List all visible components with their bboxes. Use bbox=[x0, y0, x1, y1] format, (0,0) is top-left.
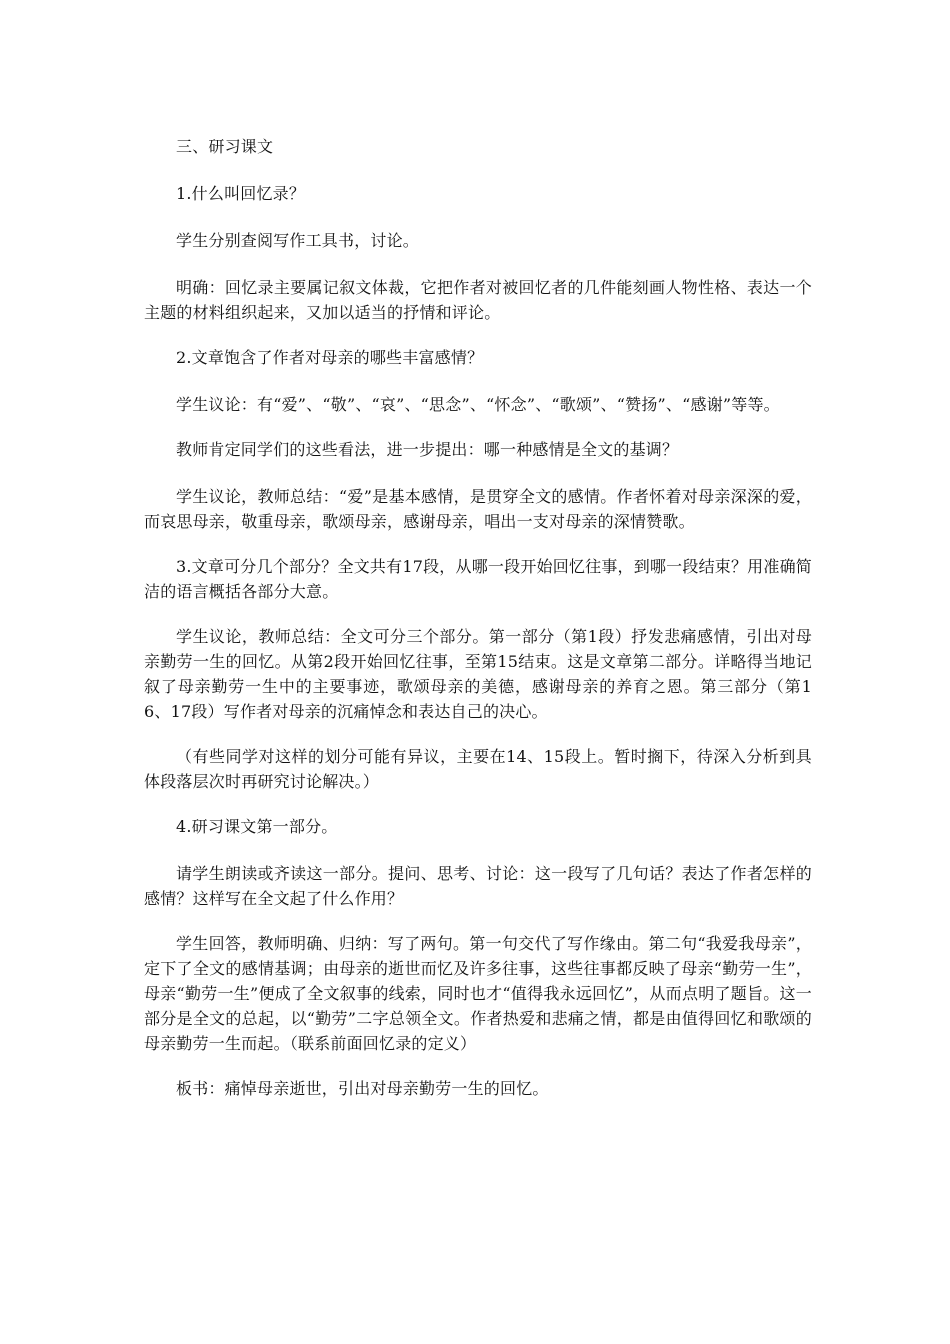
question-2: 2.文章饱含了作者对母亲的哪些丰富感情？ bbox=[176, 348, 484, 367]
section-heading: 三、研习课文 bbox=[176, 137, 274, 156]
paragraph: 学生议论，教师总结：全文可分三个部分。第一部分（第1段）抒发悲痛感情，引出对母亲勤劳一生的回忆。从第2段开始回忆往事，至第15结束。这是文章第二部分。详略得当地记叙了母亲勤劳一生中的主要事迹，歌颂母亲的美德，感谢母亲的养育之恩。第三部分（第16、17段）写作者对母亲的沉痛悼念和表达自己的决心。 bbox=[144, 627, 812, 721]
board-note: 板书：痛悼母亲逝世，引出对母亲勤劳一生的回忆。 bbox=[176, 1079, 549, 1098]
question-1: 1.什么叫回忆录？ bbox=[176, 184, 306, 203]
paragraph: 明确：回忆录主要属记叙文体裁，它把作者对被回忆者的几件能刻画人物性格、表达一个主题的材料组织起来，又加以适当的抒情和评论。 bbox=[144, 278, 812, 322]
paragraph: （有些同学对这样的划分可能有异议，主要在14、15段上。暂时搁下，待深入分析到具体段落层次时再研究讨论解决。） bbox=[144, 747, 812, 791]
question-4: 4.研习课文第一部分。 bbox=[176, 817, 338, 836]
paragraph: 学生议论，教师总结：“爱”是基本感情，是贯穿全文的感情。作者怀着对母亲深深的爱，而哀思母亲，敬重母亲，歌颂母亲，感谢母亲，唱出一支对母亲的深情赞歌。 bbox=[144, 487, 812, 531]
paragraph: 学生回答，教师明确、归纳：写了两句。第一句交代了写作缘由。第二句“我爱我母亲”，定下了全文的感情基调；由母亲的逝世而忆及许多往事，这些往事都反映了母亲“勤劳一生”，母亲“勤劳一生”便成了全文叙事的线索，同时也才“值得我永远回忆”，从而点明了题旨。这一部分是全文的总起，以“勤劳”二字总领全文。作者热爱和悲痛之情，都是由值得回忆和歌颂的母亲勤劳一生而起。（联系前面回忆录的定义） bbox=[144, 934, 812, 1053]
paragraph: 请学生朗读或齐读这一部分。提问、思考、讨论：这一段写了几句话？表达了作者怎样的感情？这样写在全文起了什么作用？ bbox=[144, 864, 812, 908]
document-body bbox=[144, 134, 812, 1123]
paragraph: 教师肯定同学们的这些看法，进一步提出：哪一种感情是全文的基调？ bbox=[176, 440, 679, 459]
paragraph: 学生分别查阅写作工具书，讨论。 bbox=[176, 231, 420, 250]
paragraph: 学生议论：有“爱”、“敬”、“哀”、“思念”、“怀念”、“歌颂”、“赞扬”、“感谢”等等。 bbox=[176, 395, 780, 414]
question-3: 3.文章可分几个部分？全文共有17段，从哪一段开始回忆往事，到哪一段结束？用准确简洁的语言概括各部分大意。 bbox=[144, 557, 812, 601]
